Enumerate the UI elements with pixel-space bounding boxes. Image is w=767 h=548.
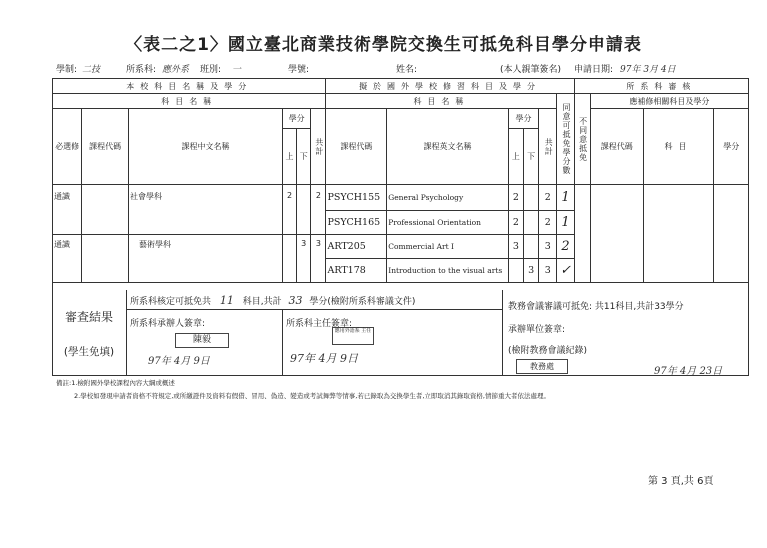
credits-header: 學分 bbox=[282, 109, 310, 129]
approved-line-b: 科目,共計 bbox=[242, 297, 282, 307]
review-label-cell bbox=[52, 290, 127, 376]
foreign-lower-cell bbox=[524, 185, 539, 211]
supp-subject-header: 科目 bbox=[643, 109, 714, 185]
total-cell: 2 bbox=[311, 185, 326, 235]
foreign-code-cell: PSYCH155 bbox=[326, 185, 387, 211]
foreign-lower-cell bbox=[524, 235, 539, 259]
foreign-code-cell: ART178 bbox=[326, 258, 387, 282]
course-en-header: 課程英文名稱 bbox=[387, 109, 509, 185]
applicant-info bbox=[56, 62, 746, 74]
upper-cell bbox=[282, 235, 296, 283]
review-divider bbox=[502, 290, 503, 376]
required-header: 必選修 bbox=[53, 109, 82, 185]
foreign-lower-cell: 3 bbox=[524, 258, 539, 282]
foreign-total-cell: 3 bbox=[539, 235, 557, 259]
name-label: 姓名: bbox=[396, 65, 418, 75]
course-cn-cell: 社會學科 bbox=[128, 185, 282, 235]
foreign-upper-cell: 2 bbox=[508, 185, 523, 211]
handler-label: 所系科承辦人簽章: bbox=[130, 319, 206, 329]
foreign-lower-header: 下 bbox=[524, 128, 539, 184]
agree-credits-header: 同意可抵免學分數 bbox=[561, 103, 571, 176]
xuezhi-label: 學制: bbox=[56, 65, 78, 75]
handler-stamp: 陳毅 bbox=[175, 333, 229, 348]
supp-credit-header: 學分 bbox=[714, 109, 749, 185]
course-en-cell: Professional Orientation bbox=[387, 211, 509, 235]
affairs-date: 97年 4月 23日 bbox=[654, 366, 723, 377]
dept-value: 應外系 bbox=[162, 65, 190, 75]
course-code-header: 課程代碼 bbox=[82, 109, 129, 185]
school-subject-header: 科目名稱 bbox=[53, 94, 326, 109]
page-number: 第 3 頁,共 6頁 bbox=[648, 476, 714, 487]
foreign-upper-cell bbox=[508, 258, 523, 282]
note-1: 備註:1.檢附國外學校課程內容大綱或概述 bbox=[56, 379, 175, 387]
course-cn-header: 課程中文名稱 bbox=[128, 109, 282, 185]
director-label: 所系科主任簽章: bbox=[286, 319, 353, 329]
course-cn-cell: 藝術學科 bbox=[128, 235, 282, 283]
agree-cell: 2 bbox=[557, 235, 574, 259]
unit-label: 承辦單位簽章: bbox=[508, 325, 566, 335]
upper-header: 上 bbox=[282, 128, 296, 184]
student-id-label: 學號: bbox=[288, 65, 310, 75]
foreign-upper-cell: 3 bbox=[508, 235, 523, 259]
approved-line-c: 學分(檢附所系科審議文件) bbox=[309, 297, 416, 307]
sign-note: (本人親筆簽名) bbox=[500, 65, 562, 75]
required-cell: 通識 bbox=[53, 185, 82, 235]
class-value: 一 bbox=[232, 65, 242, 75]
foreign-upper-cell: 2 bbox=[508, 211, 523, 235]
supp-code-header: 課程代碼 bbox=[590, 109, 643, 185]
agree-cell: 1 bbox=[557, 211, 574, 235]
note-2: 2.學校如發現申請者資格不符規定,或所繳證件及資料有假借、冒用、偽造、變造或考試舞弊等情事,若已錄取為交換學生者,立即取消其錄取資格,情節重大者依法處理。 bbox=[74, 392, 550, 400]
supplement-header: 應補修相關科目及學分 bbox=[590, 94, 748, 109]
foreign-credits-header: 學分 bbox=[508, 109, 538, 129]
director-date: 97年 4月 9日 bbox=[290, 352, 358, 365]
xuezhi-value: 二技 bbox=[82, 65, 101, 75]
class-label: 班別: bbox=[200, 65, 222, 75]
foreign-total-header: 共計 bbox=[544, 137, 554, 156]
school-header: 本校科目名稱及學分 bbox=[53, 79, 326, 94]
approved-credits: 33 bbox=[288, 294, 303, 307]
handler-date: 97年 4月 9日 bbox=[148, 356, 210, 367]
foreign-code-cell: PSYCH165 bbox=[326, 211, 387, 235]
lower-cell: 3 bbox=[297, 235, 311, 283]
lower-cell bbox=[297, 185, 311, 235]
student-fill-note: (學生免填) bbox=[63, 346, 115, 358]
foreign-header: 擬於國外學校修習科目及學分 bbox=[326, 79, 574, 94]
dept-label: 所系科: bbox=[126, 65, 157, 75]
total-header: 共計 bbox=[314, 137, 324, 156]
foreign-total-cell: 2 bbox=[539, 211, 557, 235]
required-cell: 通識 bbox=[53, 235, 82, 283]
agree-cell: ✓ bbox=[557, 258, 574, 282]
foreign-total-cell: 2 bbox=[539, 185, 557, 211]
course-en-cell: General Psychology bbox=[387, 185, 509, 211]
foreign-subject-header: 科目名稱 bbox=[326, 94, 557, 109]
total-cell: 3 bbox=[311, 235, 326, 283]
table-row bbox=[53, 185, 749, 211]
upper-cell: 2 bbox=[282, 185, 296, 235]
review-inner-divider bbox=[282, 309, 283, 376]
date-value: 97年 3月 4日 bbox=[620, 65, 676, 75]
review-inner-line bbox=[127, 309, 502, 310]
foreign-upper-header: 上 bbox=[508, 128, 523, 184]
affairs-line: 教務會議審議可抵免: 共11科目,共計33學分 bbox=[508, 302, 684, 312]
dept-review-header: 所系科審核 bbox=[574, 79, 748, 94]
foreign-code-header: 課程代碼 bbox=[326, 109, 387, 185]
foreign-total-cell: 3 bbox=[539, 258, 557, 282]
form-title: 〈表二之1〉國立臺北商業技術學院交換生可抵免科目學分申請表 bbox=[125, 35, 642, 55]
affairs-stamp: 教務處 bbox=[516, 359, 568, 374]
lower-header: 下 bbox=[297, 128, 311, 184]
approved-line-a: 所系科核定可抵免共 bbox=[130, 297, 212, 307]
disagree-header: 不同意抵免 bbox=[578, 116, 588, 162]
credit-table bbox=[52, 78, 749, 376]
approved-subjects: 11 bbox=[219, 294, 234, 307]
meeting-note: (檢附教務會議紀錄) bbox=[508, 346, 588, 356]
review-result-label: 審查結果 bbox=[64, 310, 113, 324]
foreign-code-cell: ART205 bbox=[326, 235, 387, 259]
director-stamp: 應用外語系 主任 bbox=[332, 327, 374, 345]
course-en-cell: Introduction to the visual arts bbox=[387, 258, 509, 282]
agree-cell: 1 bbox=[557, 185, 574, 211]
foreign-lower-cell bbox=[524, 211, 539, 235]
date-label: 申請日期: bbox=[574, 65, 614, 75]
course-en-cell: Commercial Art I bbox=[387, 235, 509, 259]
